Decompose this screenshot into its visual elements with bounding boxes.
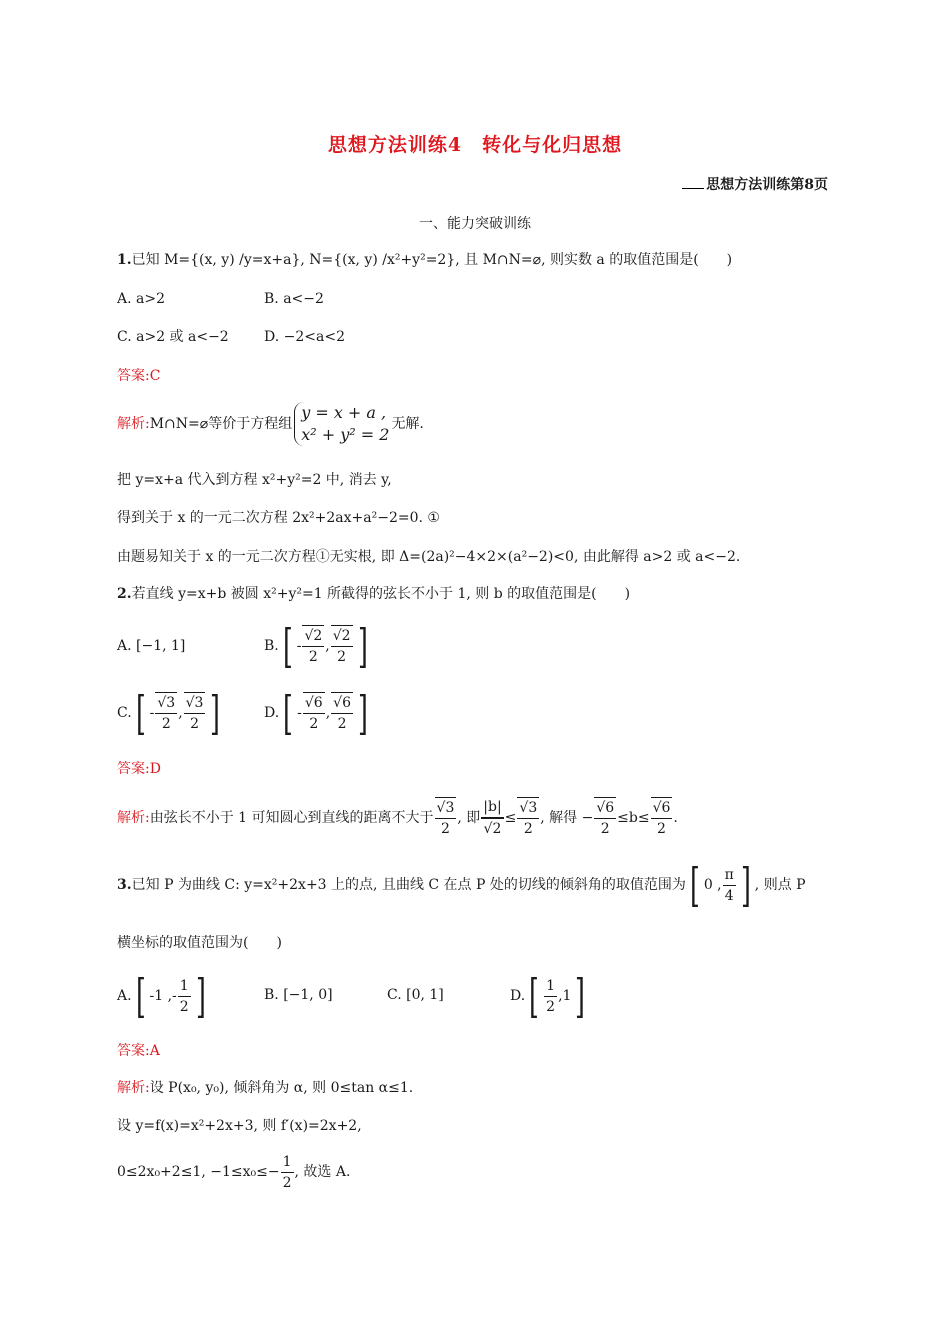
q3-analysis-1: 解析:设 P(x₀, y₀), 倾斜角为 α, 则 0≤tan α≤1. (117, 1080, 414, 1096)
page-reference: 思想方法训练第8页 (682, 174, 828, 194)
underline-blank (682, 188, 704, 189)
question-2-stem: 2.若直线 y=x+b 被圆 x²+y²=1 所截得的弦长不小于 1, 则 b 的取值范围是( ) (117, 586, 631, 602)
q1-option-a: A. a>2 (117, 291, 165, 307)
q1-answer: 答案:C (117, 368, 161, 384)
q2-option-d: D.[ - $\frac{√6}{2}$ , $\frac{√6}{2}$ ] (264, 686, 368, 740)
q3-option-d: D.[ $\frac{1}{2}$ ,1] (510, 969, 586, 1023)
equation-system: y = x + a , x² + y² = 2 (294, 402, 389, 446)
question-3-stem: 3.已知 P 为曲线 C: y=x²+2x+3 上的点, 且曲线 C 在点 P 处的切线的倾斜角的取值范围为[ 0 , $\frac{\pi}{4}$ ] , 则点 P (117, 858, 806, 912)
question-1-stem: 1.已知 M={(x, y) /y=x+a}, N={(x, y) /x²+y²=2}, 且 M∩N=⌀, 则实数 a 的取值范围是( ) (117, 252, 733, 268)
q3-analysis-3: 0≤2x₀+2≤1, −1≤x₀≤− $\frac{1}{2}$ , 故选 A. (117, 1153, 351, 1191)
q3-option-b: B. [−1, 0] (264, 987, 333, 1003)
q3-analysis-2: 设 y=f(x)=x²+2x+3, 则 f′(x)=2x+2, (117, 1118, 362, 1134)
q1-analysis-1: 解析:M∩N=⌀等价于方程组 y = x + a , x² + y² = 2 无解. (117, 403, 424, 444)
page-title: 思想方法训练4 转化与化归思想 (327, 134, 623, 156)
q1-analysis-2: 把 y=x+a 代入到方程 x²+y²=2 中, 消去 y, (117, 472, 392, 488)
q3-answer: 答案:A (117, 1043, 160, 1059)
q2-option-c: C.[ - $\frac{√3}{2}$ , $\frac{√3}{2}$ ] (117, 686, 221, 740)
q2-option-b: B.[ - $\frac{√2}{2}$ , $\frac{√2}{2}$ ] (264, 619, 368, 673)
section-heading: 一、能力突破训练 (419, 216, 531, 232)
q1-option-d: D. −2<a<2 (264, 329, 345, 345)
q1-option-c: C. a>2 或 a<−2 (117, 329, 229, 345)
q1-analysis-4: 由题易知关于 x 的一元二次方程①无实根, 即 Δ=(2a)²−4×2×(a²−2)<0, 由此解得 a>2 或 a<−2. (117, 549, 741, 565)
q1-option-b: B. a<−2 (264, 291, 324, 307)
q3-option-a: A.[ -1 ,- $\frac{1}{2}$ ] (117, 969, 206, 1023)
q3-option-c: C. [0, 1] (387, 987, 444, 1003)
q2-analysis: 解析:由弦长不小于 1 可知圆心到直线的距离不大于 $\frac{√3}{2}$ , 即 $\frac{|b|}{√2}$ ≤ $\frac{√3}{2}$ , 解得 − $\frac{√6}{2}$ ≤b≤ $\frac{√6}{2}$ . (117, 799, 678, 837)
q2-answer: 答案:D (117, 761, 161, 777)
question-3-stem-line2: 横坐标的取值范围为( ) (117, 935, 282, 951)
q1-analysis-3: 得到关于 x 的一元二次方程 2x²+2ax+a²−2=0. ① (117, 510, 440, 526)
q2-option-a: A. [−1, 1] (117, 638, 186, 654)
